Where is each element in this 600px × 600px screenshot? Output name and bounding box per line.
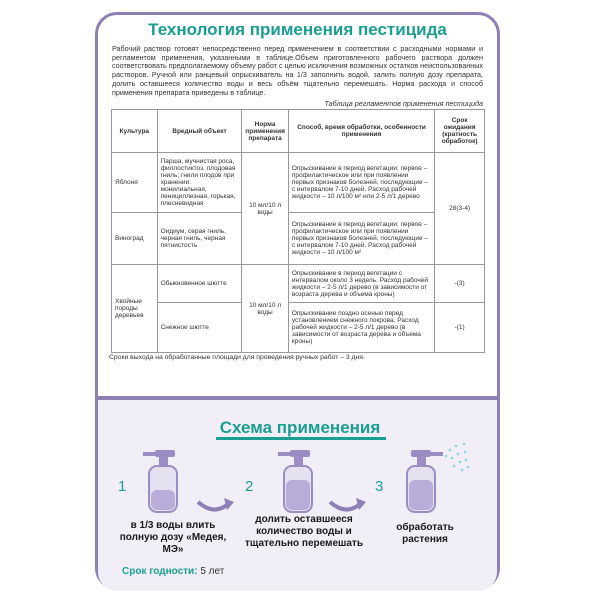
arrow-icon (328, 494, 368, 516)
cell-method: Опрыскивание в период вегетации: первое – профилактическое или при появлении первых признаков болезней, последующие – с интервалом 7-10 дней. Расход рабочей жидкости – 10 л/100 м² (288, 213, 434, 265)
cell-pest: Обыкновенное шютте (157, 265, 242, 303)
regulation-table (111, 109, 485, 353)
sprayer-bottle-icon (268, 446, 324, 516)
page-title: Технология применения пестицида (148, 20, 447, 39)
table-caption: Таблица регламентов применения пестицида (324, 99, 483, 108)
cell-wait: -(3) (435, 265, 485, 303)
cell-method: Опрыскивание поздно осенью перед установлением снежного покрова. Расход рабочей жидкости – 2-5 л/1 дерево (в зависимости от возраста дерева и объема кроны) (288, 303, 434, 353)
scheme-title: Схема применения (219, 418, 381, 437)
step-text-3: обработать растения (396, 522, 454, 545)
cell-method: Опрыскивание в период вегетации: первое – профилактическое или при появлении первых признаков болезней, последующие – с интервалом 7-10 дней. Расход рабочей жидкости – 10 л/100 м² или 2-5 л/1 дерево (288, 153, 434, 213)
arrow-icon (196, 494, 236, 516)
step-number-2: 2 (245, 478, 254, 495)
cell-culture: Яблоня (112, 153, 158, 213)
cell-wait: 28(3-4) (435, 153, 485, 265)
shelf-life-label: Срок годности: (122, 566, 198, 577)
sprayer-bottle-icon (133, 446, 189, 516)
step-text-1: в 1/3 воды влить полную дозу «Медея, МЭ» (119, 520, 227, 555)
cell-pest: Парша, мучнистая роса, филлостиктоз, плодовая гниль; гнили плодов при хранении: монилиальная, пенициллезная, горькая, плесневидная (157, 153, 242, 213)
cell-culture: Виноград (112, 213, 158, 265)
table-row (112, 153, 485, 213)
cell-pest: Снежное шютте (157, 303, 242, 353)
header-wait: Срок ожидания (кратность обработок) (435, 110, 485, 153)
header-culture: Культура (112, 110, 158, 153)
table-row (112, 265, 485, 303)
step-text-2: долить оставшееся количество воды и тщательно перемешать (245, 514, 363, 549)
reentry-note: Сроки выхода на обработанные площади для проведения ручных работ – 3 дня. (109, 354, 365, 361)
cell-pest: Оидиум, серая гниль, черная гниль, черная пятнистость (157, 213, 242, 265)
header-method: Способ, время обработки, особенности применения (288, 110, 434, 153)
cell-culture: Хвойные породы деревьев (112, 265, 158, 353)
step-number-3: 3 (375, 478, 384, 495)
intro-text: Рабочий раствор готовят непосредственно перед применением в соответствии с расходными нормами и регламентом применения, указанными в таблице.Объем приготовленного рабочего раствора должен соответствовать предполагаемому объему работ с целью исключения возможных остатков неиспользованных растворов. Ручной или ранцевый опрыскиватель на 1/3 заполнить водой, залить полную дозу препарата, долить оставшееся количество воды и весь объём тщательно перемешать. Норма расхода и способ применения препарата приведены в таблице. (112, 44, 483, 97)
table-row (112, 303, 485, 353)
shelf-life (122, 566, 224, 577)
header-norm: Норма применения препарата (242, 110, 289, 153)
scheme-title-underline (216, 437, 386, 440)
cell-wait: -(1) (435, 303, 485, 353)
header-pest: Вредный объект (157, 110, 242, 153)
step-number-1: 1 (118, 478, 127, 495)
spray-mist-icon (440, 436, 472, 476)
cell-norm: 10 мл/10 л воды (242, 265, 289, 353)
shelf-life-value: 5 лет (200, 566, 225, 577)
cell-method: Опрыскивание в период вегетации с интервалом около 3 недель. Расход рабочей жидкости – 2-5 л/1 дерево (в зависимости от возраста дерева и объема кроны) (288, 265, 434, 303)
cell-norm: 10 мл/10 л воды (242, 153, 289, 265)
table-row (112, 213, 485, 265)
table-header-row (112, 110, 485, 153)
